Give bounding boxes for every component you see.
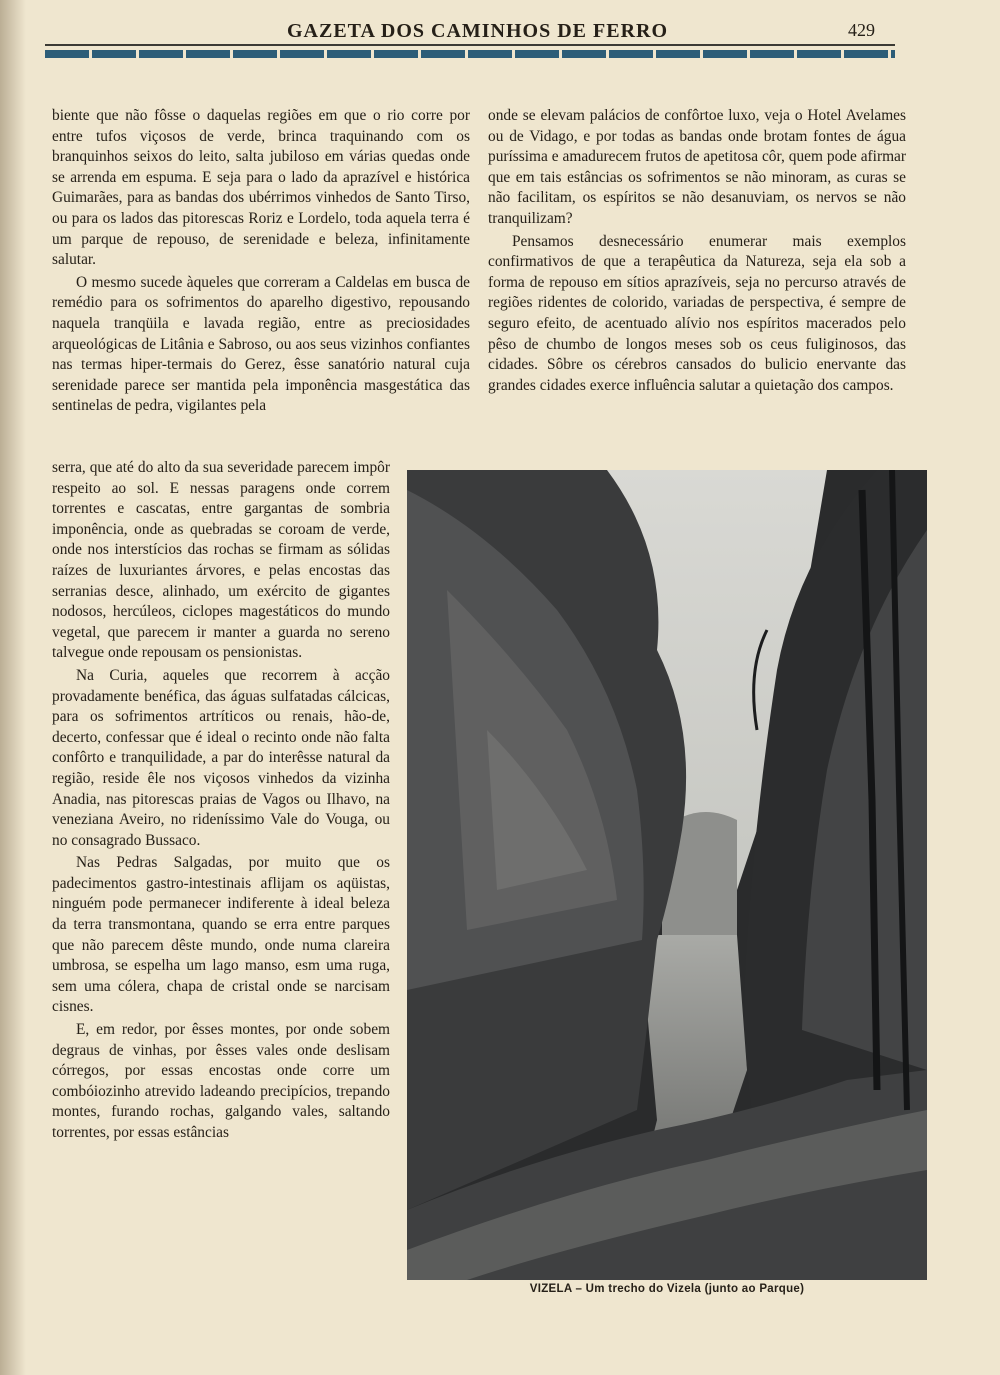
paragraph: E, em redor, por êsses montes, por onde sobem degraus de vinhas, por êsses vales onde deslisam córregos, por essas encostas onde corre um combóiozinho atrevido ladeando precipícios, trepando montes, furando rochas, galgando vales, saltando torrentes, por essas estâncias — [52, 1021, 390, 1141]
magazine-title: GAZETA DOS CAMINHOS DE FERRO — [287, 20, 669, 42]
paragraph: O mesmo sucede àqueles que correram a Caldelas em busca de remédio para os sofrimentos do aparelho digestivo, repousando naquela tranqüila e lavada região, entre as preciosidades arqueológicas de Litânia e Sabroso, ou aos seus vizinhos confiantes nas termas hiper-termais do Gerez, êsse sanatório natural cuja serenidade parece ser mantida pela imponência masgestática das sentinelas de pedra, vigilantes pela — [52, 273, 470, 415]
paragraph: Pensamos desnecessário enumerar mais exemplos confirmativos de que a terapêutica da Natureza, seja ela sob a forma de repouso em sítios aprazíveis, seja no percurso através de regiões ridentes de colorido, variadas de perspectiva, é sempre de seguro efeito, de acentuado alívio nos espíritos macerados pelo pêso de chumbo de longos meses sob os ceus fuliginosos, das cidades. Sôbre os cérebros cansados do bulicio enervante das grandes cidades exerce influência salutar a quietação dos campos. — [488, 232, 906, 394]
header-rule — [45, 50, 895, 58]
left-column-narrow — [52, 458, 390, 1146]
header-rule-thin — [45, 44, 895, 46]
right-column-top — [488, 106, 906, 398]
river-scene-image — [407, 470, 927, 1280]
paragraph: Nas Pedras Salgadas, por muito que os padecimentos gastro-intestinais aflijam os aqüistas, ninguém pode permanecer indiferente à ideal beleza da terra transmontana, quando se erra entre parques que não parecem dêste mundo, onde numa clareira umbrosa, se espelha um lago manso, esm uma ruga, sem uma cólera, chapa de cristal onde se narcisam cisnes. — [52, 854, 390, 1016]
photo-caption: VIZELA – Um trecho do Vizela (junto ao Parque) — [529, 1283, 805, 1295]
paragraph: Na Curia, aqueles que recorrem à acção provadamente benéfica, das águas sulfatadas cálcicas, para os sofrimentos artríticos ou renais, hão-de, decerto, confessar que é ideal o recinto onde não falta confôrto e tranquilidade, a par do interêsse natural da região, reside êle nos viçosos vinhedos da vizinha Anadia, nas pitorescas praias de Vagos ou Ilhavo, na veneziana Aveiro, no rideníssimo Vale do Vouga, ou no consagrado Bussaco. — [52, 666, 390, 849]
binding-shadow — [0, 0, 26, 1375]
river-photograph — [407, 470, 927, 1280]
page-number: 429 — [848, 20, 875, 40]
paragraph: biente que não fôsse o daquelas regiões em que o rio corre por entre tufos viçosos de verde, brinca traquinando com os branquinhos seixos do leito, salta jubiloso em várias quedas onde se arrenda em espuma. E seja para o lado da aprazível e histórica Guimarães, para as bandas dos ubérrimos vinhedos de Santo Tirso, ou para os lados das pitorescas Roriz e Lordelo, toda aquela terra é um parque de repouso, de serenidade e beleza, infinitamente salutar. — [52, 107, 470, 269]
left-column-top — [52, 106, 470, 419]
paragraph: serra, que até do alto da sua severidade parecem impôr respeito ao sol. E nessas paragens onde correm torrentes e cascatas, entre gargantas de sombria imponência, onde as quebradas se coroam de verde, onde nos interstícios das rochas se firmam as sólidas raízes de luxuriantes árvores, e pelas encostas das serranias desce, alinhado, um exército de gigantes nodosos, hercúleos, ciclopes magestáticos do mundo vegetal, que parecem ir manter a guarda no sereno talvegue onde repousam os pensionistas. — [52, 459, 390, 662]
page-header — [45, 20, 895, 42]
paragraph: onde se elevam palácios de confôrtoe luxo, veja o Hotel Avelames ou de Vidago, e por todas as bandas onde brotam fontes de água puríssima e amadurecem frutos de apetitosa côr, quem pode afirmar que em tais estâncias os sofrimentos se não minoram, as curas se não facilitam, os espíritos se não desanuviam, os nervos se não tranquilizam? — [488, 107, 906, 227]
